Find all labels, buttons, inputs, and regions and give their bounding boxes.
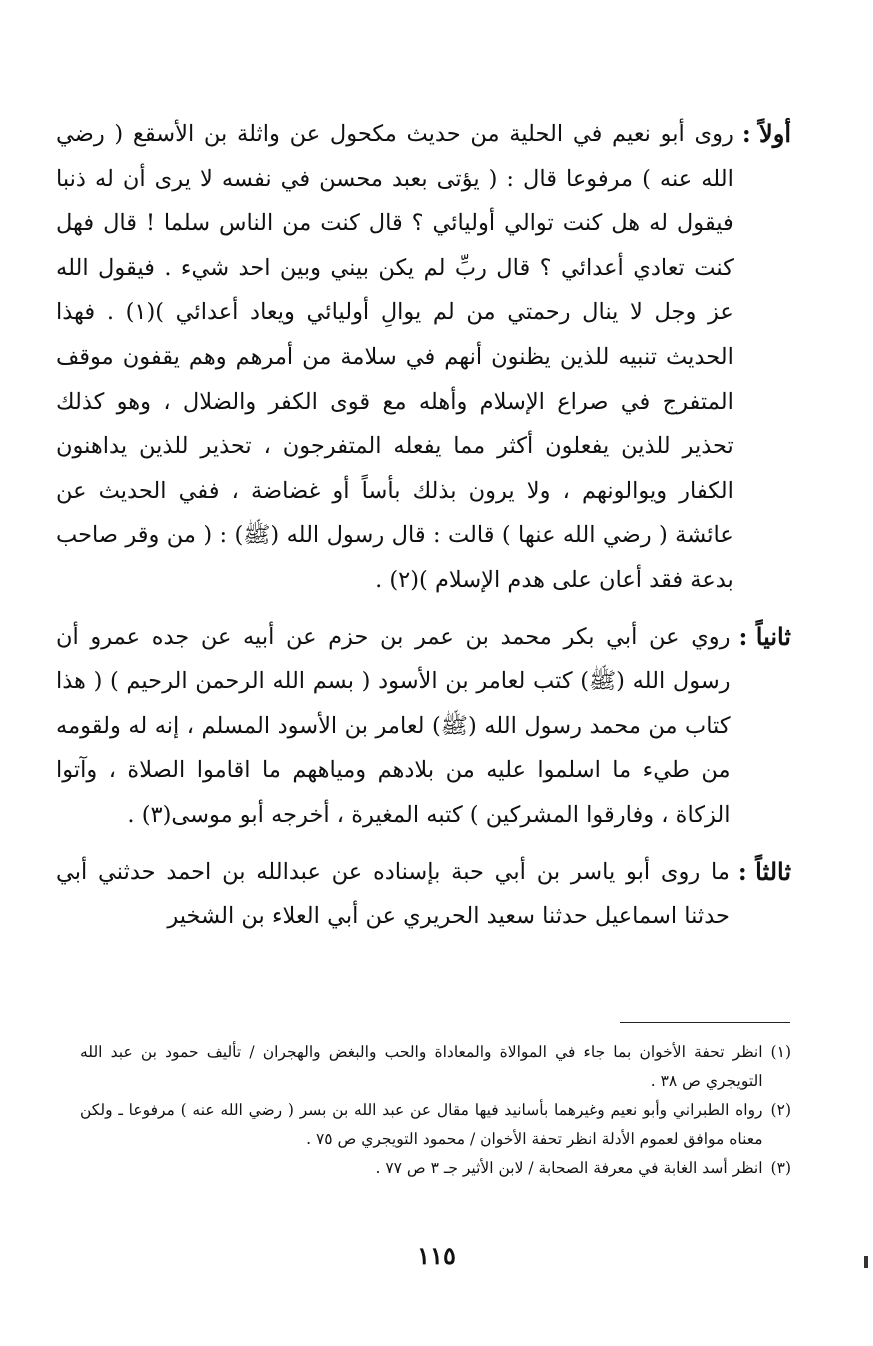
footnote-number: (٢) [770, 1101, 791, 1119]
item-label: ثالثاً : [737, 856, 791, 886]
scan-edge-mark [864, 1256, 868, 1268]
footnote-divider [620, 1022, 790, 1023]
footnote [80, 1154, 791, 1183]
item-label: أولاً : [741, 119, 791, 148]
footnote [80, 1038, 791, 1096]
item-text: روى أبو نعيم في الحلية من حديث مكحول عن واثلة بن الأسقع ( رضي الله عنه ) مرفوعا قال : ( يؤتى بعبد محسن في نفسه لا يرى أن له ذنبا فيقول له هل كنت توالي أوليائي ؟ قال كنت من الناس سلما ! قال فهل كنت تعادي أعدائي ؟ قال ربِّ لم يكن بيني وبين احد شيء . فيقول الله عز وجل لا ينال رحمتي من لم يوالِ أوليائي ويعاد أعدائي )(١) . فهذا الحديث تنبيه للذين يظنون أنهم في سلامة من أمرهم وهم يقفون موقف المتفرج في صراع الإسلام وأهله مع قوى الكفر والضلال ، وهو كذلك تحذير للذين يفعلون أكثر مما يفعله المتفرجون ، تحذير للذين يداهنون الكفار ويوالونهم ، ولا يرون بذلك بأساً أو غضاضة ، ففي الحديث عن عائشة ( رضي الله عنها ) قالت : قال رسول الله (ﷺ) : ( من وقر صاحب بدعة فقد أعان على هدم الإسلام )(٢) . [56, 121, 734, 593]
footnote-text: رواه الطبراني وأبو نعيم وغيرهما بأسانيد فيها مقال عن عبد الله بن بسر ( رضي الله عنه ) مرفوعا ـ ولكن معناه موافق لعموم الأدلة انظر تحفة الأخوان / محمود التويجري ص ٧٥ . [80, 1101, 763, 1148]
main-text [56, 112, 791, 951]
page-number: ١١٥ [417, 1241, 456, 1270]
item-text: روي عن أبي بكر محمد بن عمر بن حزم عن أبيه عن جده عمرو أن رسول الله (ﷺ) كتب لعامر بن الأسود ( بسم الله الرحمن الرحيم ) ( هذا كتاب من محمد رسول الله (ﷺ) لعامر بن الأسود المسلم ، إنه له ولقومه من طيء ما اسلموا عليه من بلادهم ومياههم ما اقاموا الصلاة ، وآتوا الزكاة ، وفارقوا المشركين ) كتبه المغيرة ، أخرجه أبو موسى(٣) . [56, 623, 731, 828]
item-second [56, 615, 791, 838]
footnote-number: (١) [770, 1043, 791, 1061]
footnote-number: (٣) [770, 1159, 791, 1177]
item-third [56, 850, 791, 939]
item-label: ثانياً : [738, 621, 791, 651]
footnote-text: انظر أسد الغابة في معرفة الصحابة / لابن الأثير جـ ٣ ص ٧٧ . [375, 1159, 763, 1177]
footnote [80, 1096, 791, 1154]
item-first [56, 112, 791, 603]
footnote-text: انظر تحفة الأخوان بما جاء في الموالاة والمعاداة والحب والبغض والهجران / تأليف حمود بن عبد الله التويجري ص ٣٨ . [80, 1043, 763, 1090]
footnotes [80, 1038, 791, 1183]
item-text: ما روى أبو ياسر بن أبي حبة بإسناده عن عبدالله بن احمد حدثني أبي حدثنا اسماعيل حدثنا سعيد الحريري عن أبي العلاء بن الشخير [56, 858, 730, 930]
